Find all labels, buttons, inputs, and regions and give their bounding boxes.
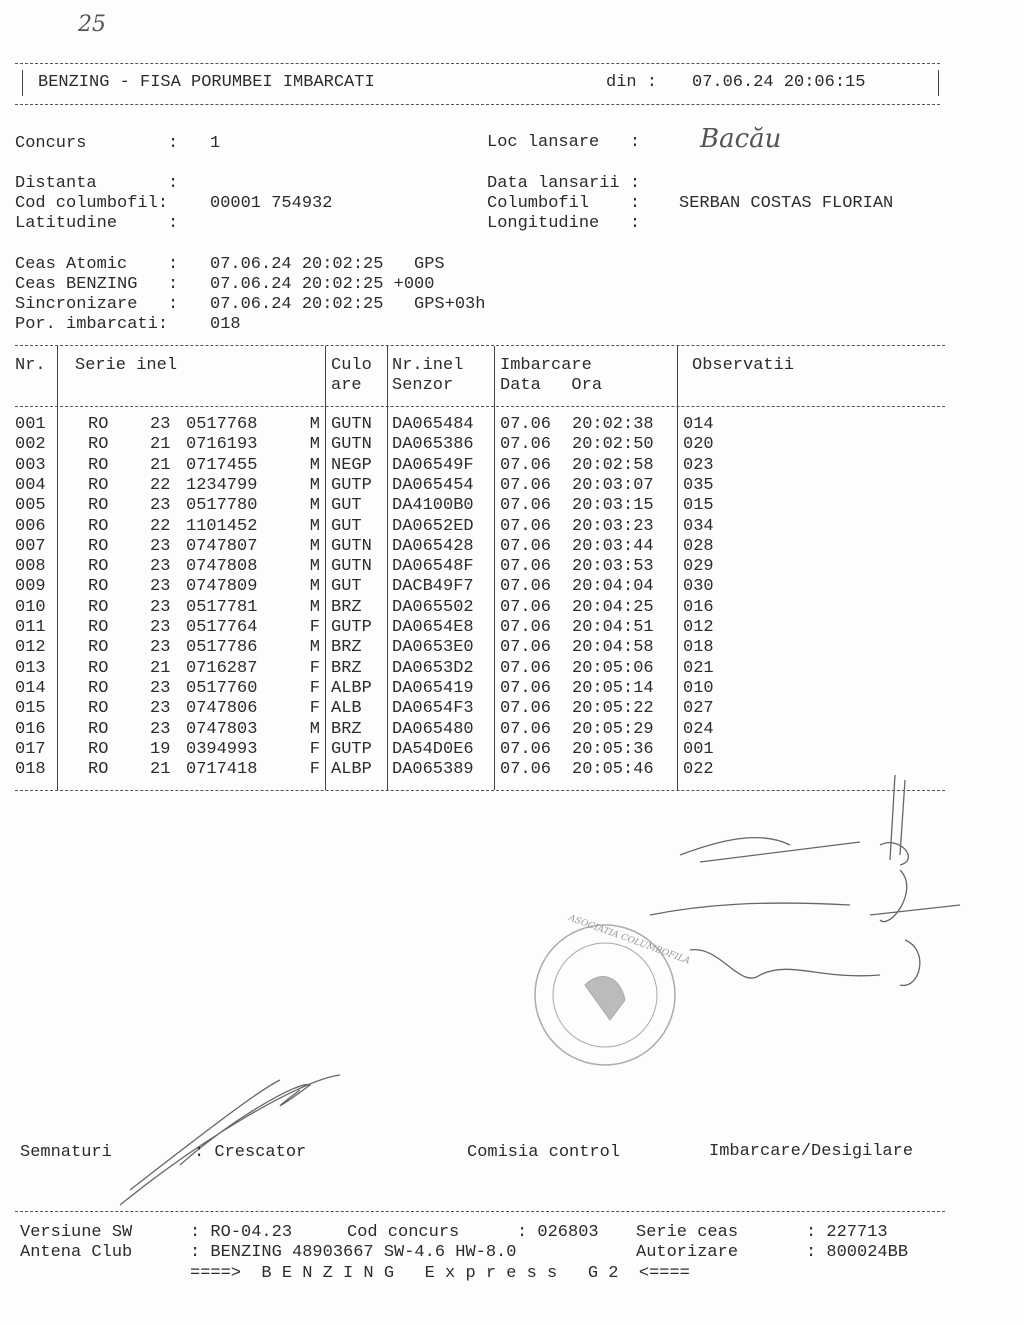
row-number: 017 (15, 739, 46, 759)
ring-number: 0517760 (186, 678, 258, 698)
color: BRZ (331, 719, 362, 739)
crescator-label: : Crescator (194, 1143, 307, 1162)
ring-country: RO (88, 475, 109, 495)
ring-country: RO (88, 536, 109, 556)
ring-country: RO (88, 577, 109, 597)
ring-number: 0717418 (186, 760, 258, 780)
embark-time: 20:04:04 (572, 577, 654, 597)
color: GUTN (331, 557, 372, 577)
color: GUTN (331, 435, 372, 455)
sex: M (309, 536, 320, 556)
observatii: 034 (683, 516, 714, 536)
columbofil-label: Columbofil : (487, 194, 641, 213)
row-number: 003 (15, 455, 46, 475)
sex: M (309, 435, 320, 455)
por-imbarcati-label: Por. imbarcati: (15, 315, 169, 334)
sensor-id: DA06548F (392, 557, 474, 577)
ring-year: 23 (150, 536, 171, 556)
ring-year: 23 (150, 618, 171, 637)
ring-number: 0717455 (186, 455, 258, 475)
din-value: 07.06.24 20:06:15 (692, 73, 866, 92)
ring-year: 22 (150, 475, 171, 495)
sex: M (309, 415, 320, 434)
color: GUTP (331, 475, 372, 495)
sex: F (309, 658, 320, 678)
ring-country: RO (88, 415, 109, 434)
embark-time: 20:05:14 (572, 678, 654, 698)
ring-country: RO (88, 618, 109, 637)
observatii: 027 (683, 699, 714, 719)
embark-date: 07.06 (500, 415, 552, 434)
color: GUTP (331, 618, 372, 637)
row-number: 007 (15, 536, 46, 556)
ring-number: 0747803 (186, 719, 258, 739)
sincronizare-value: 07.06.24 20:02:25 GPS+03h (210, 295, 486, 314)
row-number: 012 (15, 638, 46, 658)
embark-time: 20:03:07 (572, 475, 654, 495)
row-number: 016 (15, 719, 46, 739)
embark-time: 20:02:50 (572, 435, 654, 455)
row-number: 001 (15, 415, 46, 434)
color: ALBP (331, 760, 372, 780)
color: GUT (331, 516, 362, 536)
color: BRZ (331, 658, 362, 678)
sensor-id: DACB49F7 (392, 577, 474, 597)
col-header-imbarcare-2: Data Ora (500, 376, 603, 395)
ring-number: 0747808 (186, 557, 258, 577)
embark-date: 07.06 (500, 496, 552, 516)
embark-time: 20:02:38 (572, 415, 654, 434)
color: GUT (331, 577, 362, 597)
observatii: 021 (683, 658, 714, 678)
embark-time: 20:05:46 (572, 760, 654, 780)
sensor-id: DA0653E0 (392, 638, 474, 658)
sensor-id: DA065389 (392, 760, 474, 780)
row-number: 018 (15, 760, 46, 780)
embark-date: 07.06 (500, 557, 552, 577)
sensor-id: DA065480 (392, 719, 474, 739)
observatii: 015 (683, 496, 714, 516)
col-header-culoare-2: are (331, 376, 362, 395)
cod-concurs-value: : 026803 (517, 1223, 599, 1242)
observatii: 024 (683, 719, 714, 739)
ring-year: 21 (150, 760, 171, 780)
ring-country: RO (88, 760, 109, 780)
sensor-id: DA065484 (392, 415, 474, 434)
ceas-benzing-value: 07.06.24 20:02:25 +000 (210, 275, 435, 294)
observatii: 023 (683, 455, 714, 475)
observatii: 022 (683, 760, 714, 780)
sex: F (309, 760, 320, 780)
embark-date: 07.06 (500, 577, 552, 597)
embark-date: 07.06 (500, 516, 552, 536)
col-header-observatii: Observatii (692, 356, 795, 375)
ring-number: 0394993 (186, 739, 258, 759)
ring-country: RO (88, 699, 109, 719)
sensor-id: DA065419 (392, 678, 474, 698)
row-number: 009 (15, 577, 46, 597)
ring-country: RO (88, 516, 109, 536)
embark-time: 20:03:23 (572, 516, 654, 536)
ceas-atomic-label: Ceas Atomic : (15, 255, 179, 274)
ring-country: RO (88, 455, 109, 475)
ring-country: RO (88, 597, 109, 617)
ring-year: 23 (150, 577, 171, 597)
row-number: 008 (15, 557, 46, 577)
sex: M (309, 516, 320, 536)
sex: M (309, 719, 320, 739)
row-number: 002 (15, 435, 46, 455)
observatii: 030 (683, 577, 714, 597)
loc-lansare-label: Loc lansare : (487, 133, 641, 152)
col-header-imbarcare-1: Imbarcare (500, 356, 592, 375)
embark-date: 07.06 (500, 678, 552, 698)
embark-time: 20:03:53 (572, 557, 654, 577)
cod-concurs-label: Cod concurs (347, 1223, 460, 1242)
semnaturi-label: Semnaturi (20, 1143, 112, 1162)
antena-club-label: Antena Club (20, 1243, 133, 1262)
ring-year: 19 (150, 739, 171, 759)
ring-country: RO (88, 678, 109, 698)
ring-number: 0517780 (186, 496, 258, 516)
por-imbarcati-value: 018 (210, 315, 241, 334)
ring-number: 0716287 (186, 658, 258, 678)
sex: M (309, 496, 320, 516)
ring-number: 0747807 (186, 536, 258, 556)
ring-year: 23 (150, 496, 171, 516)
handwritten-page-number: 25 (78, 12, 106, 37)
antena-club-value: : BENZING 48903667 SW-4.6 HW-8.0 (190, 1243, 517, 1262)
embark-time: 20:03:15 (572, 496, 654, 516)
ring-year: 21 (150, 658, 171, 678)
color: GUT (331, 496, 362, 516)
embark-time: 20:04:58 (572, 638, 654, 658)
row-number: 004 (15, 475, 46, 495)
sensor-id: DA4100B0 (392, 496, 474, 516)
versiune-sw-value: : RO-04.23 (190, 1223, 293, 1242)
ring-number: 1234799 (186, 475, 258, 495)
color: GUTN (331, 415, 372, 434)
cod-columbofil-value: 00001 754932 (210, 194, 333, 213)
ring-number: 0747809 (186, 577, 258, 597)
col-header-nrinel-2: Senzor (392, 376, 454, 395)
observatii: 035 (683, 475, 714, 495)
color: GUTP (331, 739, 372, 759)
autorizare-label: Autorizare (636, 1243, 739, 1262)
sensor-id: DA065454 (392, 475, 474, 495)
signature-scribbles (120, 775, 960, 1205)
ring-number: 0716193 (186, 435, 258, 455)
ring-country: RO (88, 638, 109, 658)
concurs-value: 1 (210, 134, 221, 153)
ring-year: 23 (150, 638, 171, 658)
row-number: 014 (15, 678, 46, 698)
sensor-id: DA0654E8 (392, 618, 474, 637)
ring-number: 0747806 (186, 699, 258, 719)
ceas-atomic-value: 07.06.24 20:02:25 GPS (210, 255, 445, 274)
observatii: 010 (683, 678, 714, 698)
color: BRZ (331, 597, 362, 617)
sincronizare-label: Sincronizare : (15, 295, 179, 314)
sensor-id: DA065386 (392, 435, 474, 455)
col-header-nr: Nr. (15, 356, 46, 375)
sensor-id: DA065428 (392, 536, 474, 556)
ring-number: 0517786 (186, 638, 258, 658)
observatii: 012 (683, 618, 714, 637)
observatii: 014 (683, 415, 714, 434)
embark-date: 07.06 (500, 699, 552, 719)
ring-number: 1101452 (186, 516, 258, 536)
col-header-nrinel-1: Nr.inel (392, 356, 464, 375)
din-label: din : (606, 73, 658, 92)
ring-number: 0517768 (186, 415, 258, 434)
embark-time: 20:02:58 (572, 455, 654, 475)
ring-year: 22 (150, 516, 171, 536)
ring-country: RO (88, 719, 109, 739)
ring-year: 23 (150, 678, 171, 698)
row-number: 005 (15, 496, 46, 516)
data-lansarii-label: Data lansarii : (487, 174, 641, 193)
row-number: 010 (15, 597, 46, 617)
sex: F (309, 699, 320, 719)
embark-time: 20:05:36 (572, 739, 654, 759)
col-header-culoare-1: Culo (331, 356, 372, 375)
embark-date: 07.06 (500, 658, 552, 678)
sensor-id: DA0653D2 (392, 658, 474, 678)
ring-country: RO (88, 739, 109, 759)
autorizare-value: : 800024BB (806, 1243, 909, 1262)
ring-country: RO (88, 435, 109, 455)
embark-time: 20:04:51 (572, 618, 654, 637)
ring-country: RO (88, 557, 109, 577)
sensor-id: DA0652ED (392, 516, 474, 536)
embark-time: 20:05:22 (572, 699, 654, 719)
observatii: 018 (683, 638, 714, 658)
embark-date: 07.06 (500, 739, 552, 759)
embark-time: 20:05:06 (572, 658, 654, 678)
distanta-label: Distanta : (15, 174, 179, 193)
ring-year: 23 (150, 597, 171, 617)
embark-date: 07.06 (500, 475, 552, 495)
col-header-serie: Serie inel (75, 356, 178, 375)
color: ALB (331, 699, 362, 719)
ring-country: RO (88, 658, 109, 678)
observatii: 028 (683, 536, 714, 556)
footer-rule (15, 1211, 945, 1212)
observatii: 016 (683, 597, 714, 617)
embark-date: 07.06 (500, 638, 552, 658)
loc-lansare-handwritten: Bacău (700, 124, 782, 154)
sex: F (309, 618, 320, 637)
sensor-id: DA54D0E6 (392, 739, 474, 759)
versiune-sw-label: Versiune SW (20, 1223, 133, 1242)
sensor-id: DA065502 (392, 597, 474, 617)
comisia-control-label: Comisia control (467, 1143, 621, 1162)
sex: M (309, 577, 320, 597)
embark-time: 20:03:44 (572, 536, 654, 556)
observatii: 001 (683, 739, 714, 759)
row-number: 006 (15, 516, 46, 536)
row-number: 015 (15, 699, 46, 719)
observatii: 029 (683, 557, 714, 577)
sex: M (309, 557, 320, 577)
embark-date: 07.06 (500, 719, 552, 739)
ring-number: 0517764 (186, 618, 258, 637)
sensor-id: DA06549F (392, 455, 474, 475)
serie-ceas-label: Serie ceas (636, 1223, 739, 1242)
latitudine-label: Latitudine : (15, 214, 179, 233)
ring-year: 23 (150, 557, 171, 577)
columbofil-value: SERBAN COSTAS FLORIAN (679, 194, 894, 213)
stamp-text: ASOCIATIA COLUMBOFILA (567, 913, 692, 967)
cod-columbofil-label: Cod columbofil: (15, 194, 169, 213)
row-number: 011 (15, 618, 46, 637)
longitudine-label: Longitudine : (487, 214, 641, 233)
ring-year: 21 (150, 435, 171, 455)
sex: M (309, 455, 320, 475)
ring-year: 23 (150, 719, 171, 739)
embark-date: 07.06 (500, 435, 552, 455)
color: GUTN (331, 536, 372, 556)
ring-number: 0517781 (186, 597, 258, 617)
document-title: BENZING - FISA PORUMBEI IMBARCATI (38, 73, 375, 92)
embark-date: 07.06 (500, 597, 552, 617)
color: ALBP (331, 678, 372, 698)
serie-ceas-value: : 227713 (806, 1223, 888, 1242)
ring-country: RO (88, 496, 109, 516)
embark-date: 07.06 (500, 760, 552, 780)
imbarcare-desigilare-label: Imbarcare/Desigilare (709, 1142, 914, 1161)
embark-time: 20:05:29 (572, 719, 654, 739)
color: BRZ (331, 638, 362, 658)
ceas-benzing-label: Ceas BENZING : (15, 275, 179, 294)
sensor-id: DA0654F3 (392, 699, 474, 719)
sex: M (309, 597, 320, 617)
embark-date: 07.06 (500, 536, 552, 556)
sex: F (309, 678, 320, 698)
sex: F (309, 739, 320, 759)
row-number: 013 (15, 658, 46, 678)
sex: M (309, 475, 320, 495)
color: NEGP (331, 455, 372, 475)
embark-date: 07.06 (500, 455, 552, 475)
embark-date: 07.06 (500, 618, 552, 637)
ring-year: 23 (150, 415, 171, 434)
observatii: 020 (683, 435, 714, 455)
ring-year: 21 (150, 455, 171, 475)
benzing-express-banner: ====> B E N Z I N G E x p r e s s G 2 <==== (190, 1264, 690, 1283)
embark-time: 20:04:25 (572, 597, 654, 617)
concurs-label: Concurs : (15, 134, 179, 153)
sex: M (309, 638, 320, 658)
ring-year: 23 (150, 699, 171, 719)
